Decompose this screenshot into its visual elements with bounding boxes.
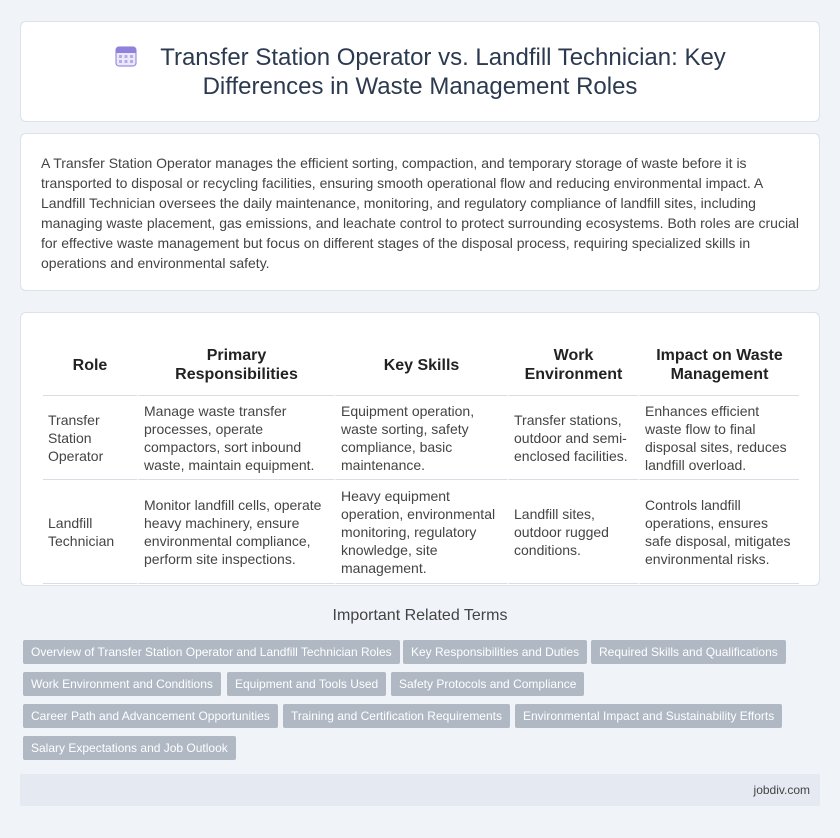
cell-role: Landfill Technician (43, 480, 137, 584)
tag-environmental-impact[interactable]: Environmental Impact and Sustainability Efforts (515, 704, 782, 728)
tag-safety[interactable]: Safety Protocols and Compliance (391, 672, 584, 696)
header-key-skills: Key Skills (334, 335, 507, 396)
tag-responsibilities[interactable]: Key Responsibilities and Duties (403, 640, 587, 664)
related-terms-title: Important Related Terms (332, 607, 508, 624)
cell-skills: Equipment operation, waste sorting, safety compliance, basic maintenance. (334, 396, 507, 480)
intro-paragraph: A Transfer Station Operator manages the efficient sorting, compaction, and temporary storage of waste before it is transported to disposal or recycling facilities, ensuring smooth operational flow and reducing environmental impact. A Landfill Technician oversees the daily maintenance, monitoring, and regulatory compliance of landfill sites, including managing waste placement, gas emissions, and leachate control to protect surrounding ecosystems. Both roles are crucial for effective waste management but focus on different stages of the disposal process, requiring specialized skills in operations and environmental safety. (41, 155, 799, 271)
cell-skills: Heavy equipment operation, environmental monitoring, regulatory knowledge, site management. (334, 480, 507, 584)
cell-impact: Enhances efficient waste flow to final disposal sites, reduces landfill overload. (638, 396, 799, 480)
cell-responsibilities: Monitor landfill cells, operate heavy machinery, ensure environmental compliance, perform site inspections. (137, 480, 334, 584)
footer (20, 774, 820, 806)
page-title-text: Transfer Station Operator vs. Landfill Technician: Key Differences in Waste Management Roles (160, 43, 726, 100)
table-header-row (43, 335, 799, 396)
table-row (43, 480, 799, 584)
comparison-table (43, 335, 799, 584)
cell-impact: Controls landfill operations, ensures safe disposal, mitigates environmental risks. (638, 480, 799, 584)
tag-overview[interactable]: Overview of Transfer Station Operator and Landfill Technician Roles (23, 640, 400, 664)
cell-environment: Transfer stations, outdoor and semi-enclosed facilities. (507, 396, 638, 480)
header-work-environment: Work Environment (507, 335, 638, 396)
tag-work-environment[interactable]: Work Environment and Conditions (23, 672, 221, 696)
table-row (43, 396, 799, 480)
header-primary-responsibilities: Primary Responsibilities (137, 335, 334, 396)
comparison-table-card (20, 312, 820, 586)
intro-card (20, 133, 820, 291)
tag-salary[interactable]: Salary Expectations and Job Outlook (23, 736, 236, 760)
page-title (61, 43, 779, 101)
cell-responsibilities: Manage waste transfer processes, operate compactors, sort inbound waste, maintain equipment. (137, 396, 334, 480)
cell-environment: Landfill sites, outdoor rugged conditions. (507, 480, 638, 584)
title-card (20, 21, 820, 122)
cell-role: Transfer Station Operator (43, 396, 137, 480)
calendar-icon (114, 44, 138, 68)
tag-equipment[interactable]: Equipment and Tools Used (227, 672, 386, 696)
tag-training[interactable]: Training and Certification Requirements (283, 704, 510, 728)
tag-skills[interactable]: Required Skills and Qualifications (591, 640, 786, 664)
footer-site-link[interactable]: jobdiv.com (753, 783, 810, 797)
tag-career-path[interactable]: Career Path and Advancement Opportunities (23, 704, 278, 728)
header-impact: Impact on Waste Management (638, 335, 799, 396)
header-role: Role (43, 335, 137, 396)
